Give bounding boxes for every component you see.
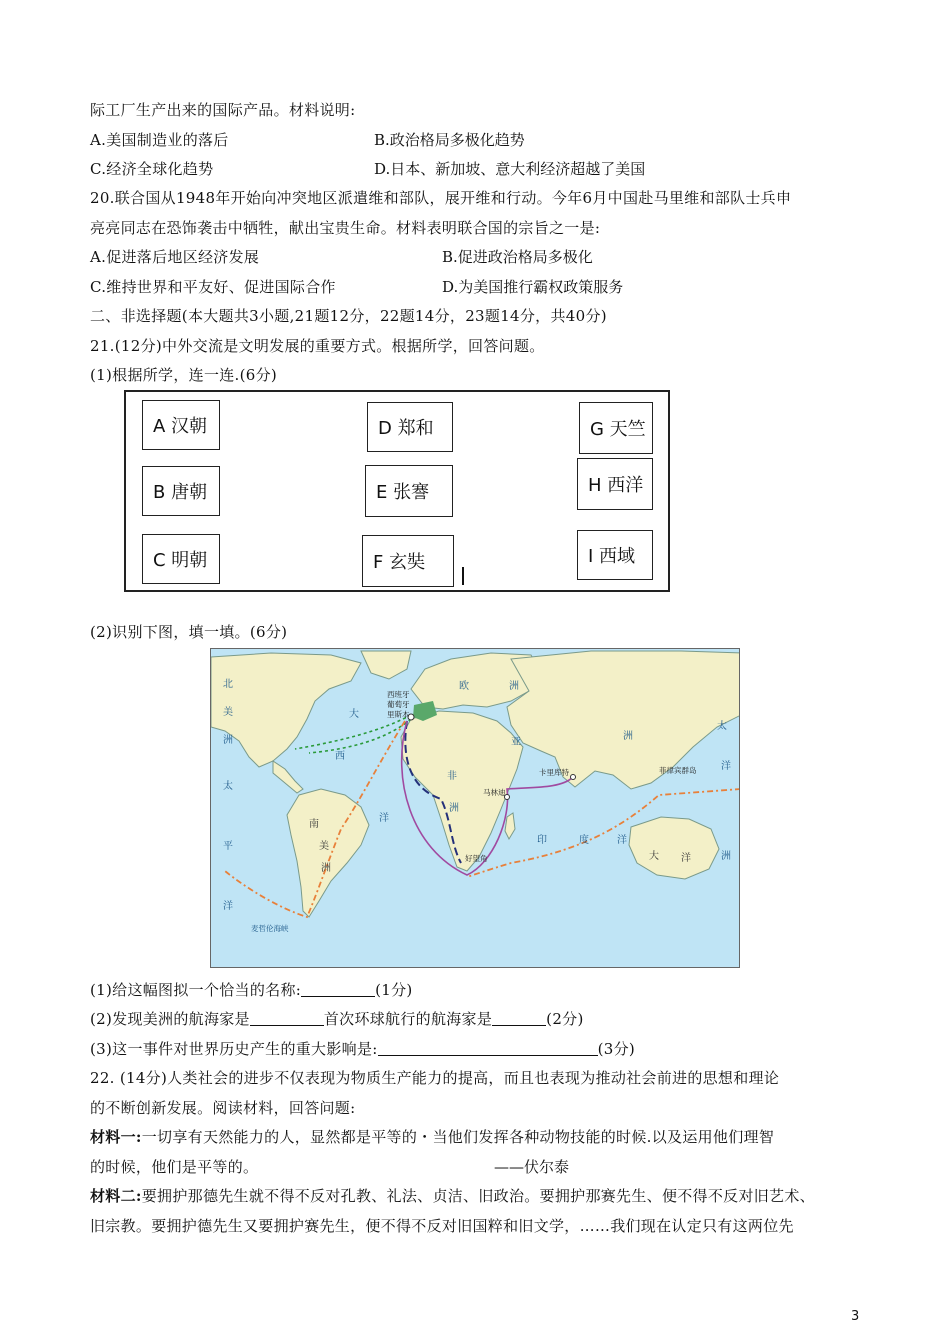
blank-map-title[interactable] (301, 982, 375, 997)
q20-line-2: 亮亮同志在恐饰袭击中牺牲，献出宝贵生命。材料表明联合国的宗旨之一是: (90, 219, 601, 237)
blank-magellan[interactable] (492, 1011, 546, 1026)
label-fei: 非 (447, 771, 457, 782)
label-yang5: 洋 (721, 761, 731, 772)
label-du: 度 (579, 835, 589, 846)
fill-question-1: (1)给这幅图拟一个恰当的名称: (1分) (90, 981, 413, 999)
section-2-heading: 二、非选择题(本大题共3小题,21题12分，22题14分，23题14分，共40分) (90, 307, 607, 325)
calicut-marker (571, 775, 576, 780)
label-ya: 亚 (511, 737, 521, 748)
label-bei: 北 (223, 679, 233, 690)
label-zhou2: 洲 (321, 863, 331, 874)
label-philippines: 菲律宾群岛 (659, 766, 697, 775)
label-yang3: 洋 (617, 835, 627, 846)
q19-option-a[interactable]: A.美国制造业的落后 (90, 131, 229, 149)
label-da2: 大 (649, 851, 659, 862)
q20-line-1: 20.联合国从1948年开始向冲突地区派遣维和部队，展开维和行动。今年6月中国赴马里维和部队士兵申 (90, 189, 792, 207)
fill-question-2: (2)发现美洲的航海家是 首次环球航行的航海家是 (2分) (90, 1010, 584, 1028)
label-mei1: 美 (223, 707, 233, 718)
match-b[interactable]: B 唐朝 (142, 466, 220, 516)
new-route-map (210, 648, 740, 968)
match-c[interactable]: C 明朝 (142, 534, 220, 584)
label-da1: 大 (349, 709, 359, 720)
match-d[interactable]: D 郑和 (367, 402, 453, 452)
q22-line-2: 的不断创新发展。阅读材料，回答问题: (90, 1099, 356, 1117)
material-2-line-1: 材料二:要拥护那德先生就不得不反对孔教、礼法、贞洁、旧政治。要拥护那赛先生、便不得不反对旧艺术、 (90, 1187, 815, 1205)
label-yin: 印 (537, 835, 547, 846)
q19-option-b[interactable]: B.政治格局多极化趋势 (374, 131, 525, 149)
label-zhou1: 洲 (223, 735, 233, 746)
q20-option-c[interactable]: C.维持世界和平友好、促进国际合作 (90, 278, 336, 296)
label-nan: 南 (309, 819, 319, 830)
label-portugal: 葡萄牙 (387, 700, 410, 709)
label-zhou4: 洲 (623, 731, 633, 742)
q22-line-1: 22. (14分)人类社会的进步不仅表现为物质生产能力的提高，而且也表现为推动社会前进的思想和理论 (90, 1069, 780, 1087)
match-f[interactable]: F 玄奘 (362, 535, 454, 587)
blank-impact[interactable] (378, 1041, 598, 1056)
q19-option-d[interactable]: D.日本、新加坡、意大利经济超越了美国 (374, 160, 646, 178)
label-spain: 西班牙 (387, 690, 410, 699)
matching-box (124, 390, 670, 592)
label-malindi: 马林迪 (483, 788, 506, 797)
q21-part-2: (2)识别下图，填一填。(6分) (90, 623, 288, 641)
material-1-author: ——伏尔泰 (494, 1158, 570, 1176)
line-1: 际工厂生产出来的国际产品。材料说明: (90, 101, 356, 119)
material-1-line-1: 材料一:一切享有天然能力的人，显然都是平等的・当他们发挥各种动物技能的时候.以及运用他们理智 (90, 1128, 775, 1146)
q21-part-1: (1)根据所学，连一连.(6分) (90, 366, 278, 384)
label-cape: 好望角 (465, 854, 488, 863)
label-tai1: 太 (223, 781, 233, 792)
label-calicut: 卡里库特 (539, 768, 569, 777)
material-2-line-2: 旧宗教。要拥护德先生又要拥护赛先生，便不得不反对旧国粹和旧文学，……我们现在认定只有这两位先 (90, 1217, 794, 1235)
match-h[interactable]: H 西洋 (577, 458, 653, 510)
label-tai2: 太 (717, 721, 727, 732)
label-ping1: 平 (223, 841, 233, 852)
match-i[interactable]: I 西域 (577, 530, 653, 580)
q20-option-a[interactable]: A.促进落后地区经济发展 (90, 248, 260, 266)
label-magellan-strait: 麦哲伦海峡 (251, 924, 289, 933)
q21-stem: 21.(12分)中外交流是文明发展的重要方式。根据所学，回答问题。 (90, 337, 545, 355)
label-zhou6: 洲 (721, 851, 731, 862)
label-xi1: 西 (335, 751, 345, 762)
fill-question-3: (3)这一事件对世界历史产生的重大影响是: (3分) (90, 1040, 636, 1058)
label-yang1: 洋 (379, 813, 389, 824)
q20-option-b[interactable]: B.促进政治格局多极化 (442, 248, 593, 266)
match-g[interactable]: G 天竺 (579, 402, 653, 454)
label-ou: 欧 (459, 681, 469, 692)
q19-option-c[interactable]: C.经济全球化趋势 (90, 160, 214, 178)
match-e[interactable]: E 张謇 (365, 465, 453, 517)
label-zhou5: 洲 (449, 803, 459, 814)
label-mei2: 美 (319, 841, 329, 852)
label-yang4: 洋 (681, 853, 691, 864)
material-1-line-2: 的时候，他们是平等的。 (90, 1158, 259, 1176)
label-zhou3: 洲 (509, 681, 519, 692)
label-yang2: 洋 (223, 901, 233, 912)
label-lisbon: 里斯本 (387, 710, 410, 719)
page-number: 3 (851, 1309, 860, 1324)
match-a[interactable]: A 汉朝 (142, 400, 220, 450)
blank-columbus[interactable] (250, 1011, 324, 1026)
q20-option-d[interactable]: D.为美国推行霸权政策服务 (442, 278, 624, 296)
text-cursor (462, 567, 464, 585)
world-map-svg (211, 649, 740, 968)
